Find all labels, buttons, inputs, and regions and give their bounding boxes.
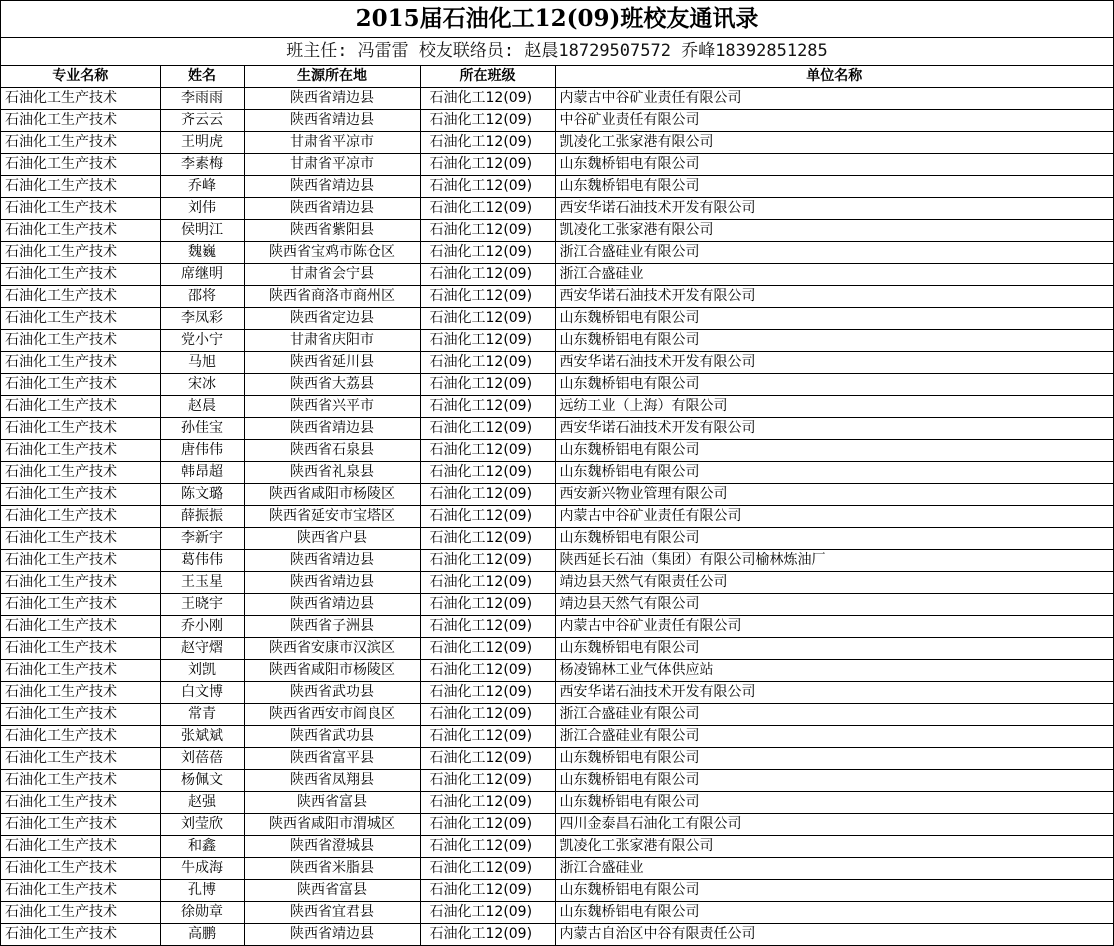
cell-major: 石油化工生产技术 bbox=[1, 462, 160, 484]
cell-class: 石油化工12(09) bbox=[420, 594, 555, 616]
cell-major: 石油化工生产技术 bbox=[1, 924, 160, 946]
table-row bbox=[1, 616, 1113, 638]
cell-origin: 陕西省延川县 bbox=[244, 352, 420, 374]
cell-major: 石油化工生产技术 bbox=[1, 418, 160, 440]
table-body bbox=[1, 88, 1113, 946]
sheet-title: 2015届石油化工12(09)班校友通讯录 bbox=[1, 1, 1113, 38]
cell-name: 孔博 bbox=[160, 880, 244, 902]
cell-name: 刘凯 bbox=[160, 660, 244, 682]
table-row bbox=[1, 440, 1113, 462]
cell-major: 石油化工生产技术 bbox=[1, 858, 160, 880]
cell-origin: 陕西省宜君县 bbox=[244, 902, 420, 924]
cell-name: 刘蓓蓓 bbox=[160, 748, 244, 770]
cell-origin: 陕西省紫阳县 bbox=[244, 220, 420, 242]
cell-employer: 远纺工业（上海）有限公司 bbox=[555, 396, 1113, 418]
table-row bbox=[1, 110, 1113, 132]
table-row bbox=[1, 418, 1113, 440]
cell-name: 薛振振 bbox=[160, 506, 244, 528]
cell-class: 石油化工12(09) bbox=[420, 792, 555, 814]
cell-origin: 陕西省延安市宝塔区 bbox=[244, 506, 420, 528]
cell-origin: 陕西省定边县 bbox=[244, 308, 420, 330]
table-row bbox=[1, 374, 1113, 396]
cell-origin: 陕西省凤翔县 bbox=[244, 770, 420, 792]
cell-name: 王晓宇 bbox=[160, 594, 244, 616]
cell-name: 孙佳宝 bbox=[160, 418, 244, 440]
cell-name: 韩昂超 bbox=[160, 462, 244, 484]
cell-class: 石油化工12(09) bbox=[420, 110, 555, 132]
table-row bbox=[1, 528, 1113, 550]
cell-class: 石油化工12(09) bbox=[420, 836, 555, 858]
cell-name: 和鑫 bbox=[160, 836, 244, 858]
cell-employer: 山东魏桥铝电有限公司 bbox=[555, 176, 1113, 198]
table-row bbox=[1, 660, 1113, 682]
cell-employer: 浙江合盛硅业有限公司 bbox=[555, 726, 1113, 748]
cell-class: 石油化工12(09) bbox=[420, 462, 555, 484]
cell-name: 马旭 bbox=[160, 352, 244, 374]
header-class: 所在班级 bbox=[420, 66, 555, 88]
cell-class: 石油化工12(09) bbox=[420, 242, 555, 264]
table-row bbox=[1, 726, 1113, 748]
cell-employer: 凯凌化工张家港有限公司 bbox=[555, 220, 1113, 242]
cell-major: 石油化工生产技术 bbox=[1, 198, 160, 220]
cell-employer: 浙江合盛硅业 bbox=[555, 858, 1113, 880]
header-origin: 生源所在地 bbox=[244, 66, 420, 88]
header-major: 专业名称 bbox=[1, 66, 160, 88]
cell-class: 石油化工12(09) bbox=[420, 286, 555, 308]
table-row bbox=[1, 638, 1113, 660]
table-row bbox=[1, 902, 1113, 924]
cell-major: 石油化工生产技术 bbox=[1, 374, 160, 396]
cell-name: 徐勋章 bbox=[160, 902, 244, 924]
cell-employer: 山东魏桥铝电有限公司 bbox=[555, 440, 1113, 462]
cell-major: 石油化工生产技术 bbox=[1, 484, 160, 506]
cell-major: 石油化工生产技术 bbox=[1, 836, 160, 858]
cell-class: 石油化工12(09) bbox=[420, 704, 555, 726]
cell-employer: 内蒙古自治区中谷有限责任公司 bbox=[555, 924, 1113, 946]
cell-name: 李凤彩 bbox=[160, 308, 244, 330]
cell-major: 石油化工生产技术 bbox=[1, 220, 160, 242]
table-row bbox=[1, 770, 1113, 792]
cell-origin: 陕西省安康市汉滨区 bbox=[244, 638, 420, 660]
cell-class: 石油化工12(09) bbox=[420, 770, 555, 792]
cell-origin: 陕西省澄城县 bbox=[244, 836, 420, 858]
cell-origin: 陕西省武功县 bbox=[244, 726, 420, 748]
cell-major: 石油化工生产技术 bbox=[1, 748, 160, 770]
cell-major: 石油化工生产技术 bbox=[1, 308, 160, 330]
cell-class: 石油化工12(09) bbox=[420, 814, 555, 836]
cell-employer: 山东魏桥铝电有限公司 bbox=[555, 308, 1113, 330]
cell-employer: 山东魏桥铝电有限公司 bbox=[555, 638, 1113, 660]
cell-employer: 内蒙古中谷矿业责任有限公司 bbox=[555, 88, 1113, 110]
cell-name: 赵强 bbox=[160, 792, 244, 814]
cell-origin: 陕西省礼泉县 bbox=[244, 462, 420, 484]
cell-employer: 内蒙古中谷矿业责任有限公司 bbox=[555, 506, 1113, 528]
cell-major: 石油化工生产技术 bbox=[1, 880, 160, 902]
cell-name: 白文博 bbox=[160, 682, 244, 704]
cell-name: 王玉星 bbox=[160, 572, 244, 594]
cell-employer: 西安华诺石油技术开发有限公司 bbox=[555, 418, 1113, 440]
cell-class: 石油化工12(09) bbox=[420, 550, 555, 572]
cell-major: 石油化工生产技术 bbox=[1, 352, 160, 374]
cell-employer: 山东魏桥铝电有限公司 bbox=[555, 462, 1113, 484]
cell-major: 石油化工生产技术 bbox=[1, 770, 160, 792]
cell-origin: 陕西省兴平市 bbox=[244, 396, 420, 418]
cell-origin: 陕西省宝鸡市陈仓区 bbox=[244, 242, 420, 264]
cell-class: 石油化工12(09) bbox=[420, 924, 555, 946]
cell-major: 石油化工生产技术 bbox=[1, 440, 160, 462]
cell-class: 石油化工12(09) bbox=[420, 264, 555, 286]
table-row bbox=[1, 88, 1113, 110]
table-row bbox=[1, 176, 1113, 198]
cell-origin: 陕西省靖边县 bbox=[244, 572, 420, 594]
cell-employer: 山东魏桥铝电有限公司 bbox=[555, 792, 1113, 814]
table-row bbox=[1, 484, 1113, 506]
cell-name: 陈文璐 bbox=[160, 484, 244, 506]
cell-major: 石油化工生产技术 bbox=[1, 242, 160, 264]
cell-class: 石油化工12(09) bbox=[420, 154, 555, 176]
cell-major: 石油化工生产技术 bbox=[1, 264, 160, 286]
cell-employer: 靖边县天然气有限责任公司 bbox=[555, 572, 1113, 594]
cell-employer: 山东魏桥铝电有限公司 bbox=[555, 528, 1113, 550]
cell-origin: 陕西省富平县 bbox=[244, 748, 420, 770]
cell-origin: 陕西省咸阳市杨陵区 bbox=[244, 660, 420, 682]
cell-origin: 陕西省咸阳市杨陵区 bbox=[244, 484, 420, 506]
cell-major: 石油化工生产技术 bbox=[1, 110, 160, 132]
cell-name: 常青 bbox=[160, 704, 244, 726]
cell-name: 葛伟伟 bbox=[160, 550, 244, 572]
cell-origin: 陕西省大荔县 bbox=[244, 374, 420, 396]
cell-origin: 甘肃省平凉市 bbox=[244, 154, 420, 176]
cell-employer: 西安华诺石油技术开发有限公司 bbox=[555, 352, 1113, 374]
cell-major: 石油化工生产技术 bbox=[1, 330, 160, 352]
cell-employer: 山东魏桥铝电有限公司 bbox=[555, 154, 1113, 176]
cell-class: 石油化工12(09) bbox=[420, 902, 555, 924]
cell-origin: 甘肃省会宁县 bbox=[244, 264, 420, 286]
table-row bbox=[1, 462, 1113, 484]
cell-name: 李新宇 bbox=[160, 528, 244, 550]
table-row bbox=[1, 836, 1113, 858]
cell-major: 石油化工生产技术 bbox=[1, 594, 160, 616]
cell-employer: 凯凌化工张家港有限公司 bbox=[555, 836, 1113, 858]
cell-employer: 西安新兴物业管理有限公司 bbox=[555, 484, 1113, 506]
cell-class: 石油化工12(09) bbox=[420, 374, 555, 396]
cell-major: 石油化工生产技术 bbox=[1, 726, 160, 748]
table-row bbox=[1, 792, 1113, 814]
table-row bbox=[1, 682, 1113, 704]
cell-name: 赵守熠 bbox=[160, 638, 244, 660]
cell-class: 石油化工12(09) bbox=[420, 616, 555, 638]
cell-employer: 中谷矿业责任有限公司 bbox=[555, 110, 1113, 132]
cell-employer: 浙江合盛硅业有限公司 bbox=[555, 242, 1113, 264]
table-row bbox=[1, 154, 1113, 176]
cell-class: 石油化工12(09) bbox=[420, 748, 555, 770]
cell-class: 石油化工12(09) bbox=[420, 330, 555, 352]
cell-employer: 西安华诺石油技术开发有限公司 bbox=[555, 682, 1113, 704]
cell-name: 李雨雨 bbox=[160, 88, 244, 110]
cell-major: 石油化工生产技术 bbox=[1, 154, 160, 176]
cell-employer: 山东魏桥铝电有限公司 bbox=[555, 880, 1113, 902]
cell-origin: 陕西省户县 bbox=[244, 528, 420, 550]
cell-origin: 陕西省武功县 bbox=[244, 682, 420, 704]
cell-name: 邵将 bbox=[160, 286, 244, 308]
table-row bbox=[1, 330, 1113, 352]
cell-employer: 山东魏桥铝电有限公司 bbox=[555, 748, 1113, 770]
cell-employer: 西安华诺石油技术开发有限公司 bbox=[555, 286, 1113, 308]
cell-class: 石油化工12(09) bbox=[420, 858, 555, 880]
cell-major: 石油化工生产技术 bbox=[1, 902, 160, 924]
table-row bbox=[1, 858, 1113, 880]
cell-major: 石油化工生产技术 bbox=[1, 682, 160, 704]
cell-name: 王明虎 bbox=[160, 132, 244, 154]
table-row bbox=[1, 924, 1113, 946]
cell-origin: 陕西省咸阳市渭城区 bbox=[244, 814, 420, 836]
cell-name: 张斌斌 bbox=[160, 726, 244, 748]
cell-class: 石油化工12(09) bbox=[420, 506, 555, 528]
cell-employer: 靖边县天然气有限公司 bbox=[555, 594, 1113, 616]
cell-major: 石油化工生产技术 bbox=[1, 88, 160, 110]
header-employer: 单位名称 bbox=[555, 66, 1113, 88]
cell-major: 石油化工生产技术 bbox=[1, 132, 160, 154]
cell-major: 石油化工生产技术 bbox=[1, 638, 160, 660]
cell-name: 宋冰 bbox=[160, 374, 244, 396]
cell-major: 石油化工生产技术 bbox=[1, 814, 160, 836]
cell-employer: 山东魏桥铝电有限公司 bbox=[555, 330, 1113, 352]
cell-origin: 甘肃省庆阳市 bbox=[244, 330, 420, 352]
table-row bbox=[1, 308, 1113, 330]
header-name: 姓名 bbox=[160, 66, 244, 88]
cell-employer: 陕西延长石油（集团）有限公司榆林炼油厂 bbox=[555, 550, 1113, 572]
cell-name: 高鹏 bbox=[160, 924, 244, 946]
cell-employer: 内蒙古中谷矿业责任有限公司 bbox=[555, 616, 1113, 638]
cell-class: 石油化工12(09) bbox=[420, 880, 555, 902]
cell-class: 石油化工12(09) bbox=[420, 198, 555, 220]
cell-origin: 陕西省米脂县 bbox=[244, 858, 420, 880]
cell-name: 赵晨 bbox=[160, 396, 244, 418]
cell-employer: 山东魏桥铝电有限公司 bbox=[555, 902, 1113, 924]
table-row bbox=[1, 748, 1113, 770]
table-row bbox=[1, 814, 1113, 836]
cell-employer: 浙江合盛硅业 bbox=[555, 264, 1113, 286]
cell-origin: 陕西省富县 bbox=[244, 880, 420, 902]
table-row bbox=[1, 550, 1113, 572]
cell-origin: 陕西省靖边县 bbox=[244, 550, 420, 572]
cell-class: 石油化工12(09) bbox=[420, 484, 555, 506]
cell-origin: 陕西省靖边县 bbox=[244, 418, 420, 440]
cell-class: 石油化工12(09) bbox=[420, 418, 555, 440]
cell-major: 石油化工生产技术 bbox=[1, 528, 160, 550]
table-row bbox=[1, 286, 1113, 308]
cell-major: 石油化工生产技术 bbox=[1, 286, 160, 308]
cell-name: 唐伟伟 bbox=[160, 440, 244, 462]
table-row bbox=[1, 242, 1113, 264]
cell-class: 石油化工12(09) bbox=[420, 88, 555, 110]
cell-class: 石油化工12(09) bbox=[420, 638, 555, 660]
alumni-table bbox=[1, 66, 1113, 946]
cell-origin: 陕西省靖边县 bbox=[244, 924, 420, 946]
cell-class: 石油化工12(09) bbox=[420, 440, 555, 462]
cell-major: 石油化工生产技术 bbox=[1, 616, 160, 638]
cell-employer: 杨凌锦林工业气体供应站 bbox=[555, 660, 1113, 682]
cell-class: 石油化工12(09) bbox=[420, 352, 555, 374]
cell-origin: 陕西省石泉县 bbox=[244, 440, 420, 462]
cell-employer: 西安华诺石油技术开发有限公司 bbox=[555, 198, 1113, 220]
cell-origin: 陕西省靖边县 bbox=[244, 88, 420, 110]
cell-class: 石油化工12(09) bbox=[420, 396, 555, 418]
table-row bbox=[1, 880, 1113, 902]
table-row bbox=[1, 132, 1113, 154]
cell-origin: 陕西省靖边县 bbox=[244, 198, 420, 220]
table-row bbox=[1, 396, 1113, 418]
cell-name: 乔小刚 bbox=[160, 616, 244, 638]
table-row bbox=[1, 198, 1113, 220]
cell-name: 乔峰 bbox=[160, 176, 244, 198]
cell-major: 石油化工生产技术 bbox=[1, 792, 160, 814]
header-row bbox=[1, 66, 1113, 88]
table-row bbox=[1, 264, 1113, 286]
cell-employer: 四川金泰昌石油化工有限公司 bbox=[555, 814, 1113, 836]
cell-major: 石油化工生产技术 bbox=[1, 572, 160, 594]
cell-major: 石油化工生产技术 bbox=[1, 506, 160, 528]
cell-origin: 甘肃省平凉市 bbox=[244, 132, 420, 154]
cell-employer: 山东魏桥铝电有限公司 bbox=[555, 770, 1113, 792]
table-row bbox=[1, 220, 1113, 242]
cell-class: 石油化工12(09) bbox=[420, 528, 555, 550]
table-row bbox=[1, 572, 1113, 594]
cell-name: 党小宁 bbox=[160, 330, 244, 352]
cell-origin: 陕西省富县 bbox=[244, 792, 420, 814]
cell-origin: 陕西省靖边县 bbox=[244, 176, 420, 198]
cell-name: 牛成海 bbox=[160, 858, 244, 880]
cell-name: 杨佩文 bbox=[160, 770, 244, 792]
table-row bbox=[1, 506, 1113, 528]
cell-class: 石油化工12(09) bbox=[420, 132, 555, 154]
sheet-subtitle: 班主任: 冯雷雷 校友联络员: 赵晨18729507572 乔峰18392851285 bbox=[1, 38, 1113, 66]
cell-employer: 山东魏桥铝电有限公司 bbox=[555, 374, 1113, 396]
cell-major: 石油化工生产技术 bbox=[1, 550, 160, 572]
cell-class: 石油化工12(09) bbox=[420, 572, 555, 594]
cell-class: 石油化工12(09) bbox=[420, 220, 555, 242]
cell-origin: 陕西省子洲县 bbox=[244, 616, 420, 638]
cell-employer: 浙江合盛硅业有限公司 bbox=[555, 704, 1113, 726]
cell-name: 刘莹欣 bbox=[160, 814, 244, 836]
table-row bbox=[1, 704, 1113, 726]
cell-name: 刘伟 bbox=[160, 198, 244, 220]
cell-origin: 陕西省靖边县 bbox=[244, 110, 420, 132]
cell-name: 李素梅 bbox=[160, 154, 244, 176]
cell-major: 石油化工生产技术 bbox=[1, 396, 160, 418]
cell-class: 石油化工12(09) bbox=[420, 176, 555, 198]
cell-name: 魏巍 bbox=[160, 242, 244, 264]
cell-origin: 陕西省靖边县 bbox=[244, 594, 420, 616]
cell-origin: 陕西省商洛市商州区 bbox=[244, 286, 420, 308]
cell-class: 石油化工12(09) bbox=[420, 682, 555, 704]
cell-major: 石油化工生产技术 bbox=[1, 176, 160, 198]
cell-class: 石油化工12(09) bbox=[420, 660, 555, 682]
table-row bbox=[1, 594, 1113, 616]
cell-employer: 凯凌化工张家港有限公司 bbox=[555, 132, 1113, 154]
cell-class: 石油化工12(09) bbox=[420, 308, 555, 330]
cell-name: 席继明 bbox=[160, 264, 244, 286]
cell-name: 侯明江 bbox=[160, 220, 244, 242]
cell-origin: 陕西省西安市阎良区 bbox=[244, 704, 420, 726]
cell-name: 齐云云 bbox=[160, 110, 244, 132]
cell-major: 石油化工生产技术 bbox=[1, 704, 160, 726]
table-row bbox=[1, 352, 1113, 374]
cell-class: 石油化工12(09) bbox=[420, 726, 555, 748]
cell-major: 石油化工生产技术 bbox=[1, 660, 160, 682]
